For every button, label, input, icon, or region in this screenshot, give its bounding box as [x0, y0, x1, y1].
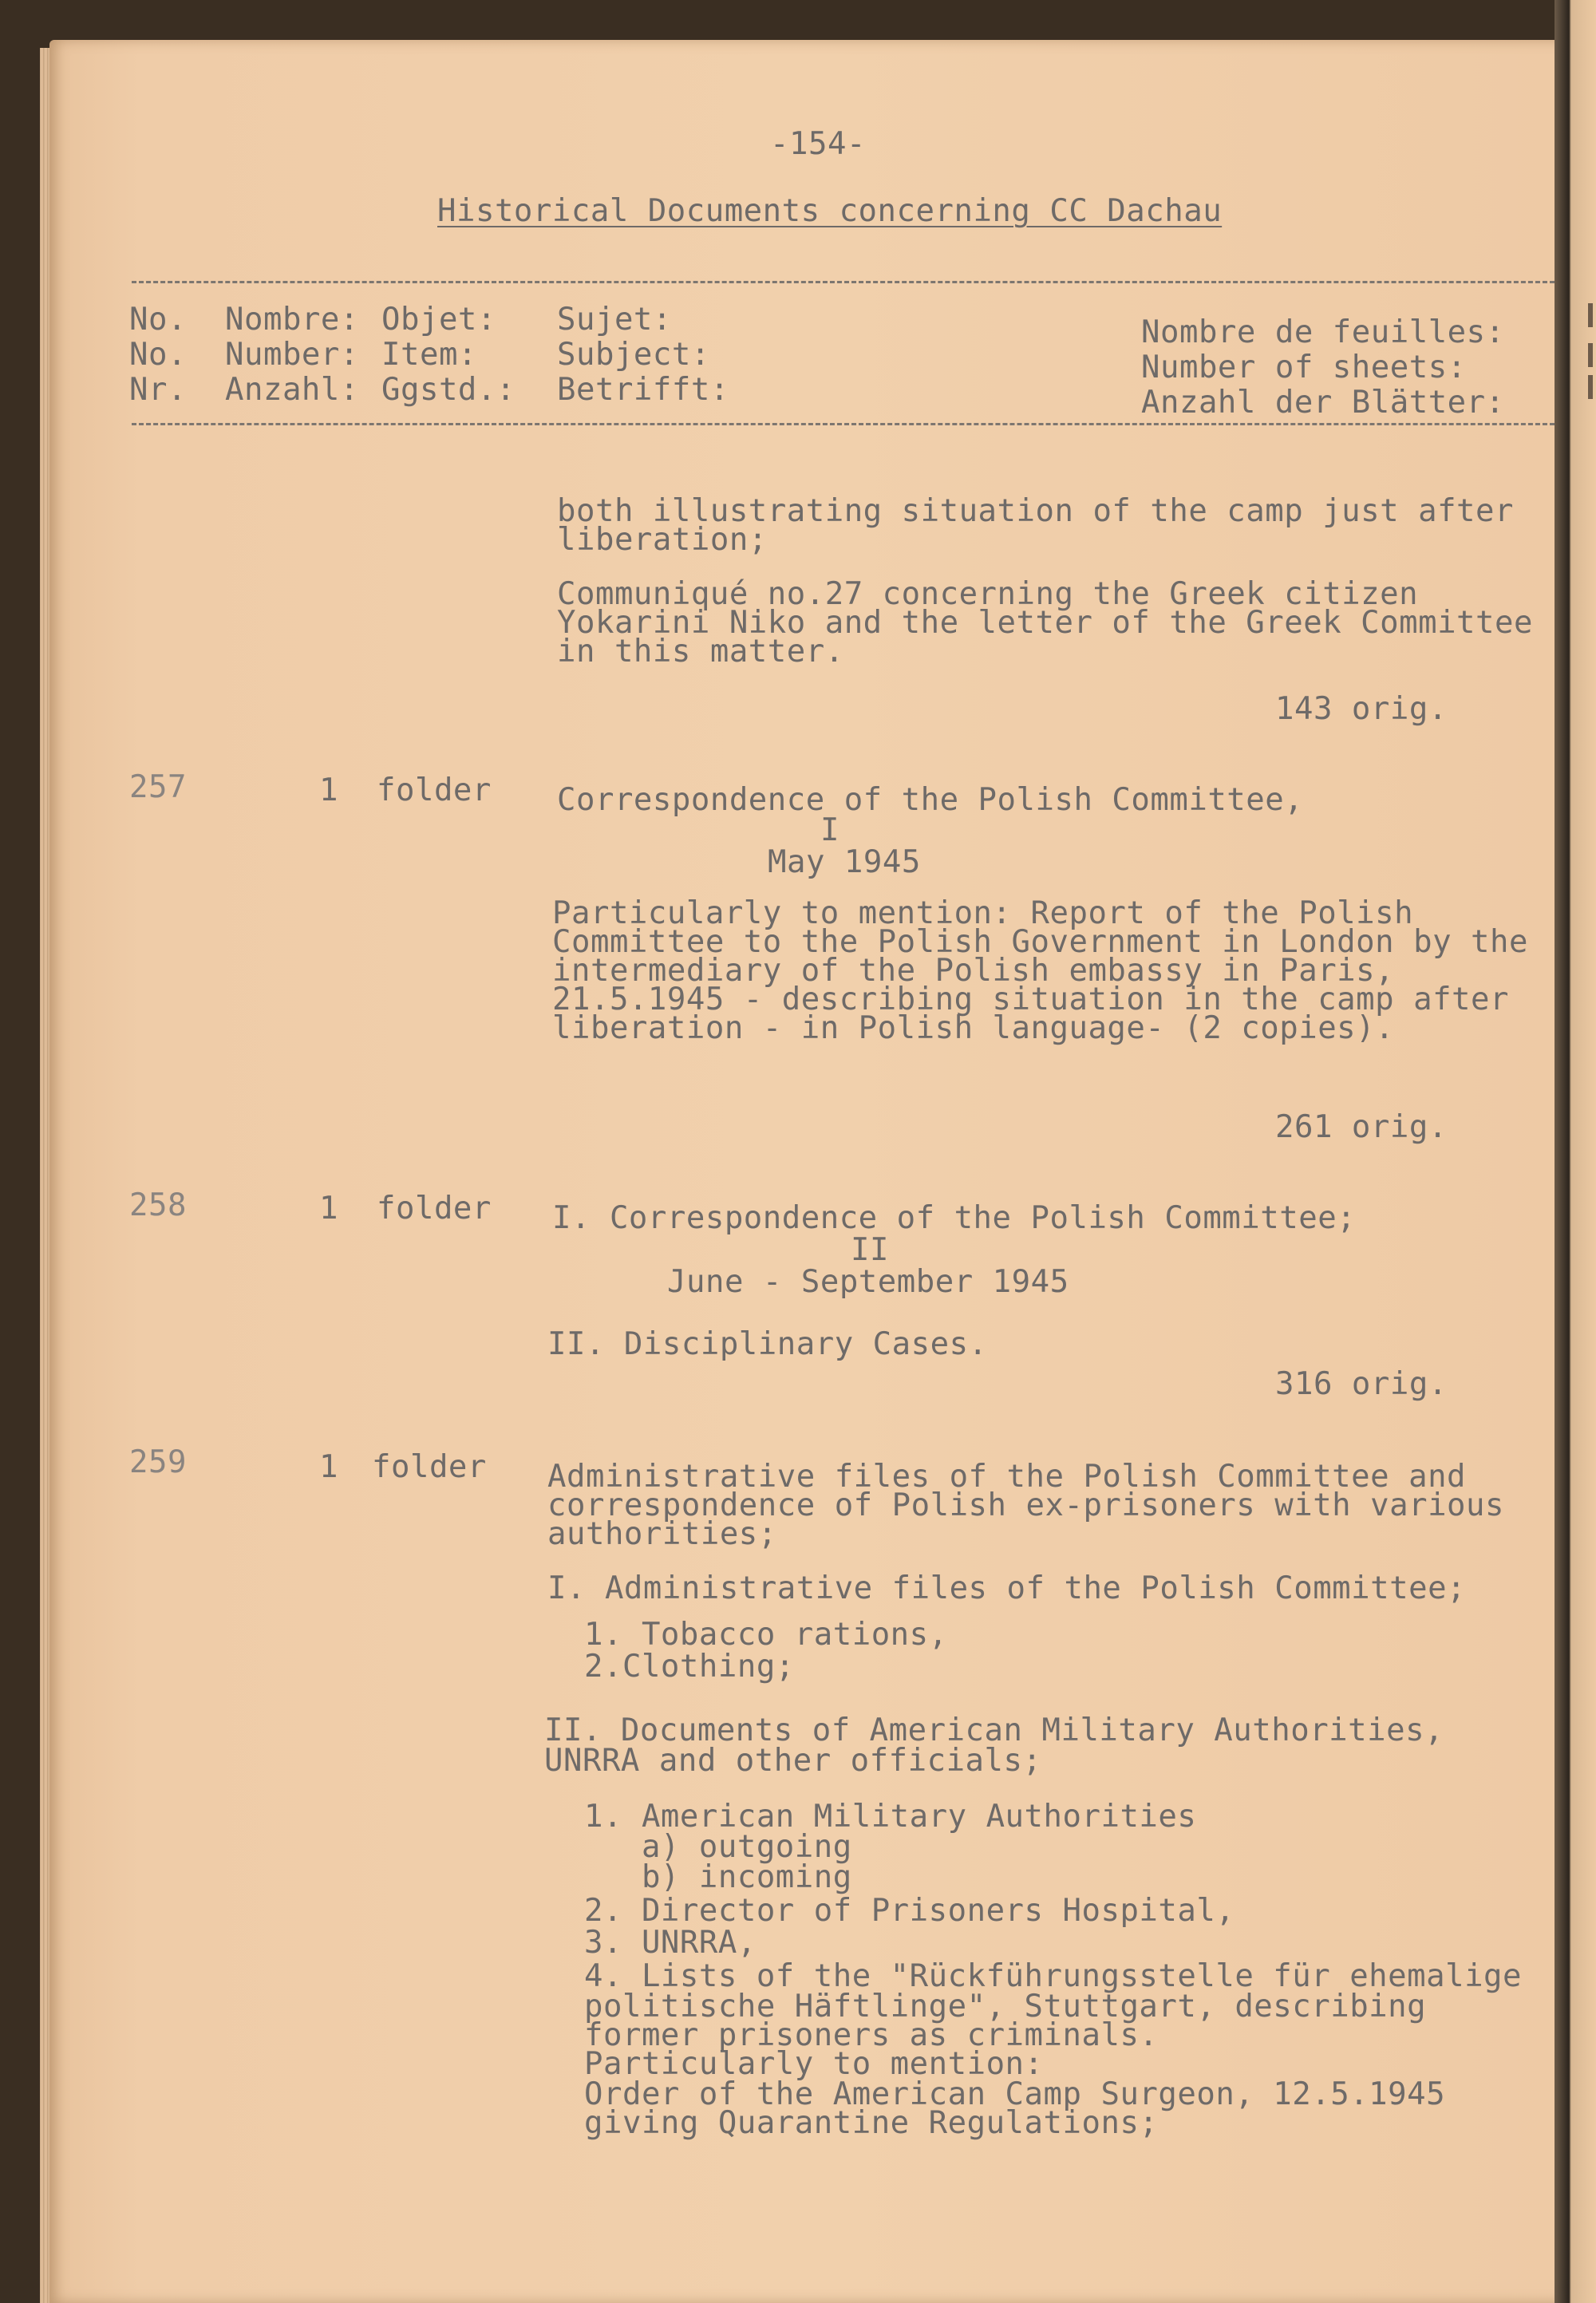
section-heading: II. Documents of American Military Authorities,: [544, 1712, 1444, 1748]
entry-item: folder: [372, 1449, 487, 1485]
entry-count: 1: [319, 1191, 338, 1227]
section-heading: I. Administrative files of the Polish Committee;: [547, 1570, 1467, 1606]
entry-subject: Correspondence of the Polish Committee,: [557, 782, 1304, 818]
header-rule-top: [132, 281, 1555, 283]
entry-number: 258: [129, 1187, 187, 1223]
entry-item: folder: [377, 1191, 492, 1227]
entry-number: 259: [129, 1444, 187, 1480]
next-page-mark: [1588, 343, 1593, 367]
entry-count: 1: [319, 772, 338, 808]
sheet-count: 143 orig.: [1275, 691, 1448, 727]
sheet-count: 316 orig.: [1275, 1366, 1448, 1402]
entry-date: May 1945: [768, 844, 921, 880]
sheet-count: 261 orig.: [1275, 1109, 1448, 1145]
next-page-mark: [1588, 375, 1593, 399]
entry-roman: I: [820, 812, 839, 848]
entry-extra: II. Disciplinary Cases.: [547, 1326, 988, 1362]
entry-number: 257: [129, 769, 187, 805]
entry-date: June - September 1945: [667, 1264, 1069, 1300]
document-title: Historical Documents concerning CC Dachau: [437, 193, 1223, 229]
entry-count: 1: [319, 1449, 338, 1485]
header-rule-bottom: [132, 423, 1555, 425]
entry-subject: I. Correspondence of the Polish Committee;: [552, 1200, 1357, 1236]
next-page-mark: [1588, 303, 1593, 327]
entry-roman: II: [851, 1232, 889, 1268]
entry-item: folder: [377, 772, 492, 808]
page-number: -154-: [770, 126, 866, 162]
